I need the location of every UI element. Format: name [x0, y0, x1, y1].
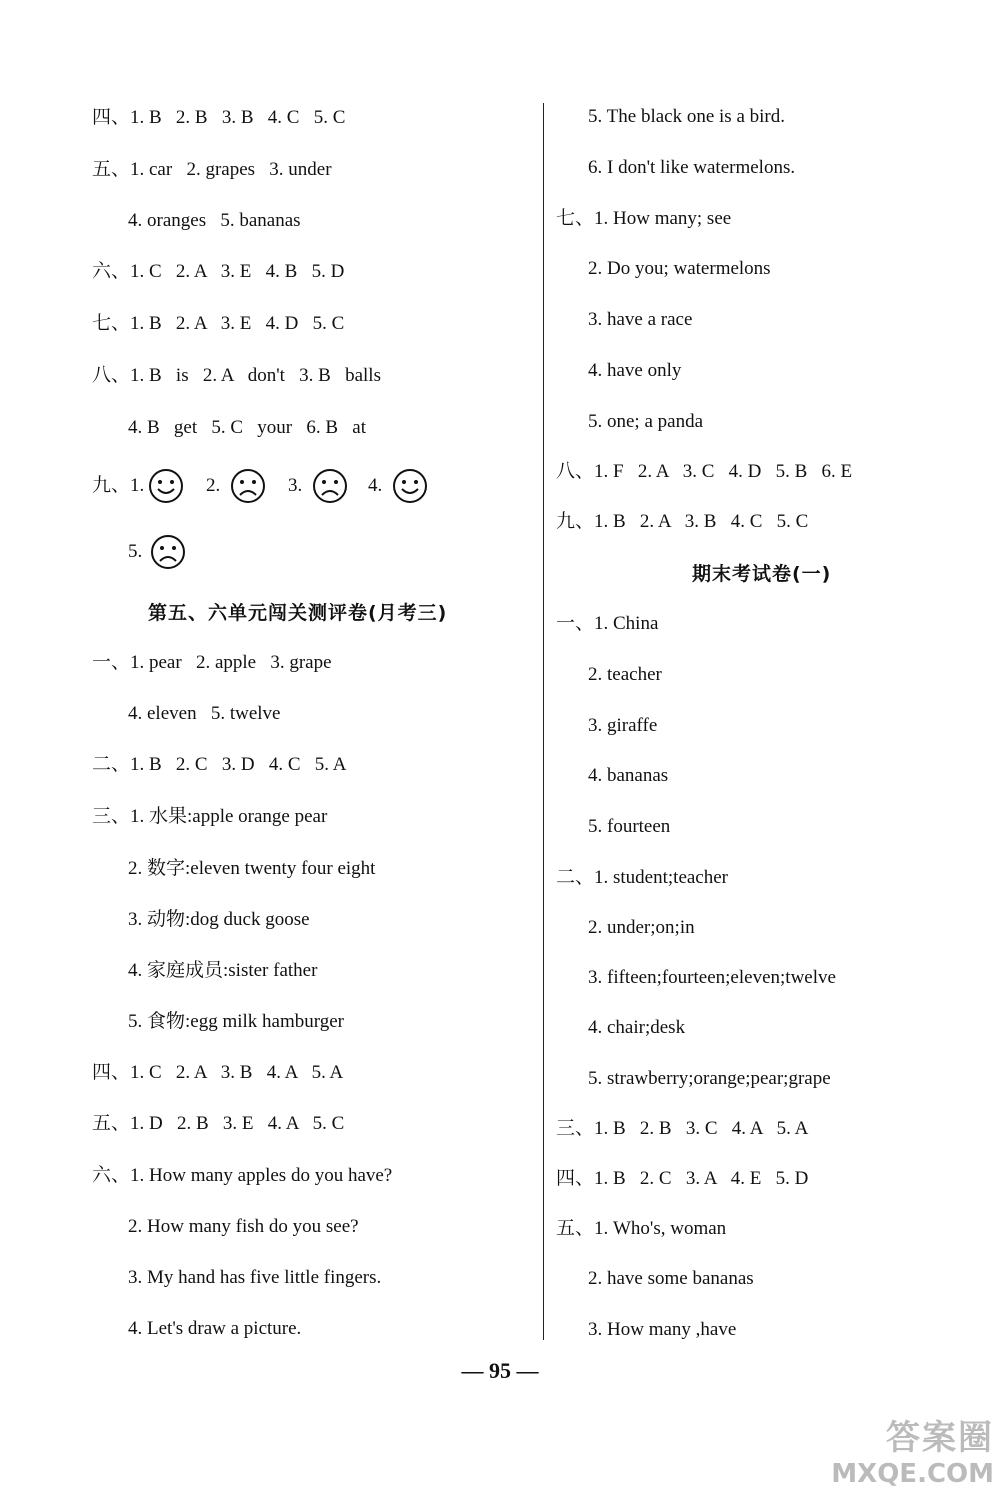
section-heading: 期末考试卷(一) [692, 563, 832, 585]
answer-line: 3. have a race [588, 309, 693, 330]
watermark-logo-text: 答案圈 [886, 1418, 994, 1458]
answer-line: 四、1. B 2. C 3. A 4. E 5. D [556, 1168, 809, 1189]
answer-line: 4. have only [588, 360, 682, 381]
answer-line: 九、1. [92, 475, 145, 496]
answer-line: 八、1. F 2. A 3. C 4. D 5. B 6. E [556, 461, 853, 482]
answer-line: 五、1. D 2. B 3. E 4. A 5. C [92, 1113, 345, 1134]
sad-face-icon [150, 534, 186, 570]
answer-line: 3. My hand has five little fingers. [128, 1267, 382, 1288]
answer-line: 四、1. B 2. B 3. B 4. C 5. C [92, 107, 346, 128]
smiley-face-icon [148, 468, 184, 504]
answer-line: 6. I don't like watermelons. [588, 157, 796, 178]
answer-line: 4. eleven 5. twelve [128, 703, 281, 724]
answer-line: 三、1. B 2. B 3. C 4. A 5. A [556, 1118, 809, 1139]
answer-line: 九、1. B 2. A 3. B 4. C 5. C [556, 511, 809, 532]
sad-face-icon [230, 468, 266, 504]
answer-line: 八、1. B is 2. A don't 3. B balls [92, 365, 381, 386]
answer-line: 3. giraffe [588, 715, 658, 736]
answer-line: 4. B get 5. C your 6. B at [128, 417, 367, 438]
answer-line: 2. Do you; watermelons [588, 258, 771, 279]
answer-line: 4. Let's draw a picture. [128, 1318, 302, 1339]
smiley-face-icon [392, 468, 428, 504]
sad-face-icon [312, 468, 348, 504]
answer-line: 二、1. student;teacher [556, 867, 729, 888]
watermark [831, 1410, 994, 1489]
answer-line: 四、1. C 2. A 3. B 4. A 5. A [92, 1062, 344, 1083]
answer-line: 一、1. pear 2. apple 3. grape [92, 652, 332, 673]
answer-line: 2. 数字:eleven twenty four eight [128, 858, 376, 879]
answer-line: 3. fifteen;fourteen;eleven;twelve [588, 967, 836, 988]
answer-line: 2. have some bananas [588, 1268, 754, 1289]
answer-line: 2. teacher [588, 664, 662, 685]
answer-line: 5. strawberry;orange;pear;grape [588, 1068, 831, 1089]
watermark-url: MXQE.COM [831, 1459, 994, 1489]
section-heading: 第五、六单元闯关测评卷(月考三) [148, 602, 448, 624]
column-divider [543, 103, 544, 1340]
answer-line: 4. oranges 5. bananas [128, 210, 301, 231]
answer-line: 3. How many ,have [588, 1319, 737, 1340]
answer-line: 二、1. B 2. C 3. D 4. C 5. A [92, 754, 347, 775]
answer-line: 3. 动物:dog duck goose [128, 909, 310, 930]
answer-line: 4. 家庭成员:sister father [128, 960, 318, 981]
answer-line: 七、1. B 2. A 3. E 4. D 5. C [92, 313, 345, 334]
answer-line: 一、1. China [556, 613, 659, 634]
answer-line: 4. [368, 475, 383, 496]
answer-line: 5. fourteen [588, 816, 671, 837]
answer-line: 5. The black one is a bird. [588, 106, 785, 127]
answer-line: 2. under;on;in [588, 917, 695, 938]
answer-line: 4. chair;desk [588, 1017, 686, 1038]
answer-line: 五、1. car 2. grapes 3. under [92, 159, 332, 180]
answer-line: 5. 食物:egg milk hamburger [128, 1011, 345, 1032]
answer-line: 三、1. 水果:apple orange pear [92, 806, 328, 827]
answer-line: 五、1. Who's, woman [556, 1218, 727, 1239]
answer-line: 2. How many fish do you see? [128, 1216, 359, 1237]
answer-line: 2. [206, 475, 221, 496]
answer-line: 4. bananas [588, 765, 669, 786]
answer-line: 六、1. How many apples do you have? [92, 1165, 393, 1186]
page-number: — 95 — [461, 1358, 539, 1383]
answer-line: 六、1. C 2. A 3. E 4. B 5. D [92, 261, 345, 282]
answer-line: 5. [128, 541, 143, 562]
answer-line: 5. one; a panda [588, 411, 704, 432]
answer-line: 3. [288, 475, 303, 496]
answer-line: 七、1. How many; see [556, 208, 732, 229]
